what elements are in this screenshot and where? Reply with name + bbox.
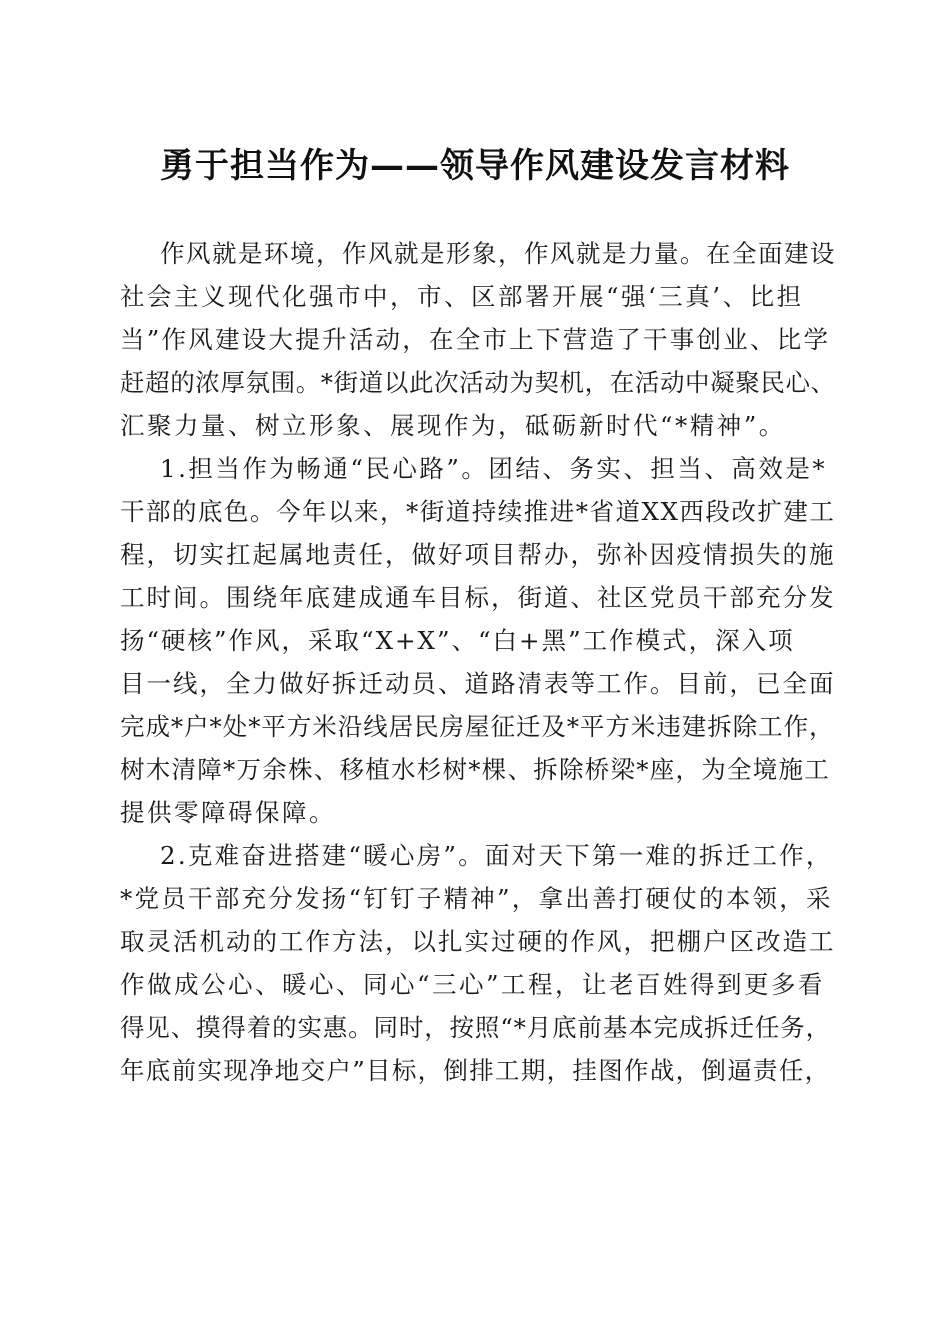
paragraph-1-line-2: 社会主义现代化强市中，市、区部署开展“强‘三真’、比担 (120, 282, 804, 311)
document-title: 勇于担当作为——领导作风建设发言材料 (160, 146, 790, 186)
paragraph-3-line-1: 2.克难奋进搭建“暖心房”。面对天下第一难的拆迁工作， (160, 841, 833, 870)
paragraph-2-line-5: 扬“硬核”作风，采取“X+X”、“白+黑”工作模式，深入项 (120, 626, 795, 655)
paragraph-1-line-5: 汇聚力量、树立形象、展现作为，砥砺新时代“*精神”。 (120, 411, 786, 440)
paragraph-2-line-6: 目一线，全力做好拆迁动员、道路清表等工作。目前，已全面 (120, 669, 836, 698)
paragraph-3-line-6: 年底前实现净地交户”目标，倒排工期，挂图作战，倒逼责任， (120, 1056, 831, 1085)
paragraph-2-line-8: 树木清障*万余株、移植水杉树*棵、拆除桥梁*座，为全境施工 (120, 755, 830, 784)
paragraph-1-line-4: 赶超的浓厚氛围。*街道以此次活动为契机，在活动中凝聚民心、 (120, 368, 836, 397)
paragraph-2-line-9: 提供零障碍保障。 (120, 798, 336, 827)
paragraph-2-line-1: 1.担当作为畅通“民心路”。团结、务实、担当、高效是* (160, 454, 828, 483)
paragraph-2-line-4: 工时间。围绕年底建成通车目标，街道、社区党员干部充分发 (120, 583, 836, 612)
document-body (120, 232, 834, 1092)
paragraph-3-line-2: *党员干部充分发扬“钉钉子精神”，拿出善打硬仗的本领，采 (120, 884, 833, 913)
paragraph-3-line-5: 得见、摸得着的实惠。同时，按照“*月底前基本完成拆迁任务， (120, 1013, 831, 1042)
paragraph-1-line-1: 作风就是环境，作风就是形象，作风就是力量。在全面建设 (160, 239, 836, 268)
paragraph-2-line-3: 程，切实扛起属地责任，做好项目帮办，弥补因疫情损失的施 (120, 540, 836, 569)
paragraph-2-line-7: 完成*户*处*平方米沿线居民房屋征迁及*平方米违建拆除工作， (120, 712, 835, 741)
paragraph-3-line-3: 取灵活机动的工作方法，以扎实过硬的作风，把棚户区改造工 (120, 927, 836, 956)
paragraph-1-line-3: 当”作风建设大提升活动，在全市上下营造了干事创业、比学 (120, 325, 831, 354)
paragraph-2-line-2: 干部的底色。今年以来，*街道持续推进*省道XX西段改扩建工 (120, 497, 836, 526)
paragraph-3-line-4: 作做成公心、暖心、同心“三心”工程，让老百姓得到更多看 (120, 970, 826, 999)
